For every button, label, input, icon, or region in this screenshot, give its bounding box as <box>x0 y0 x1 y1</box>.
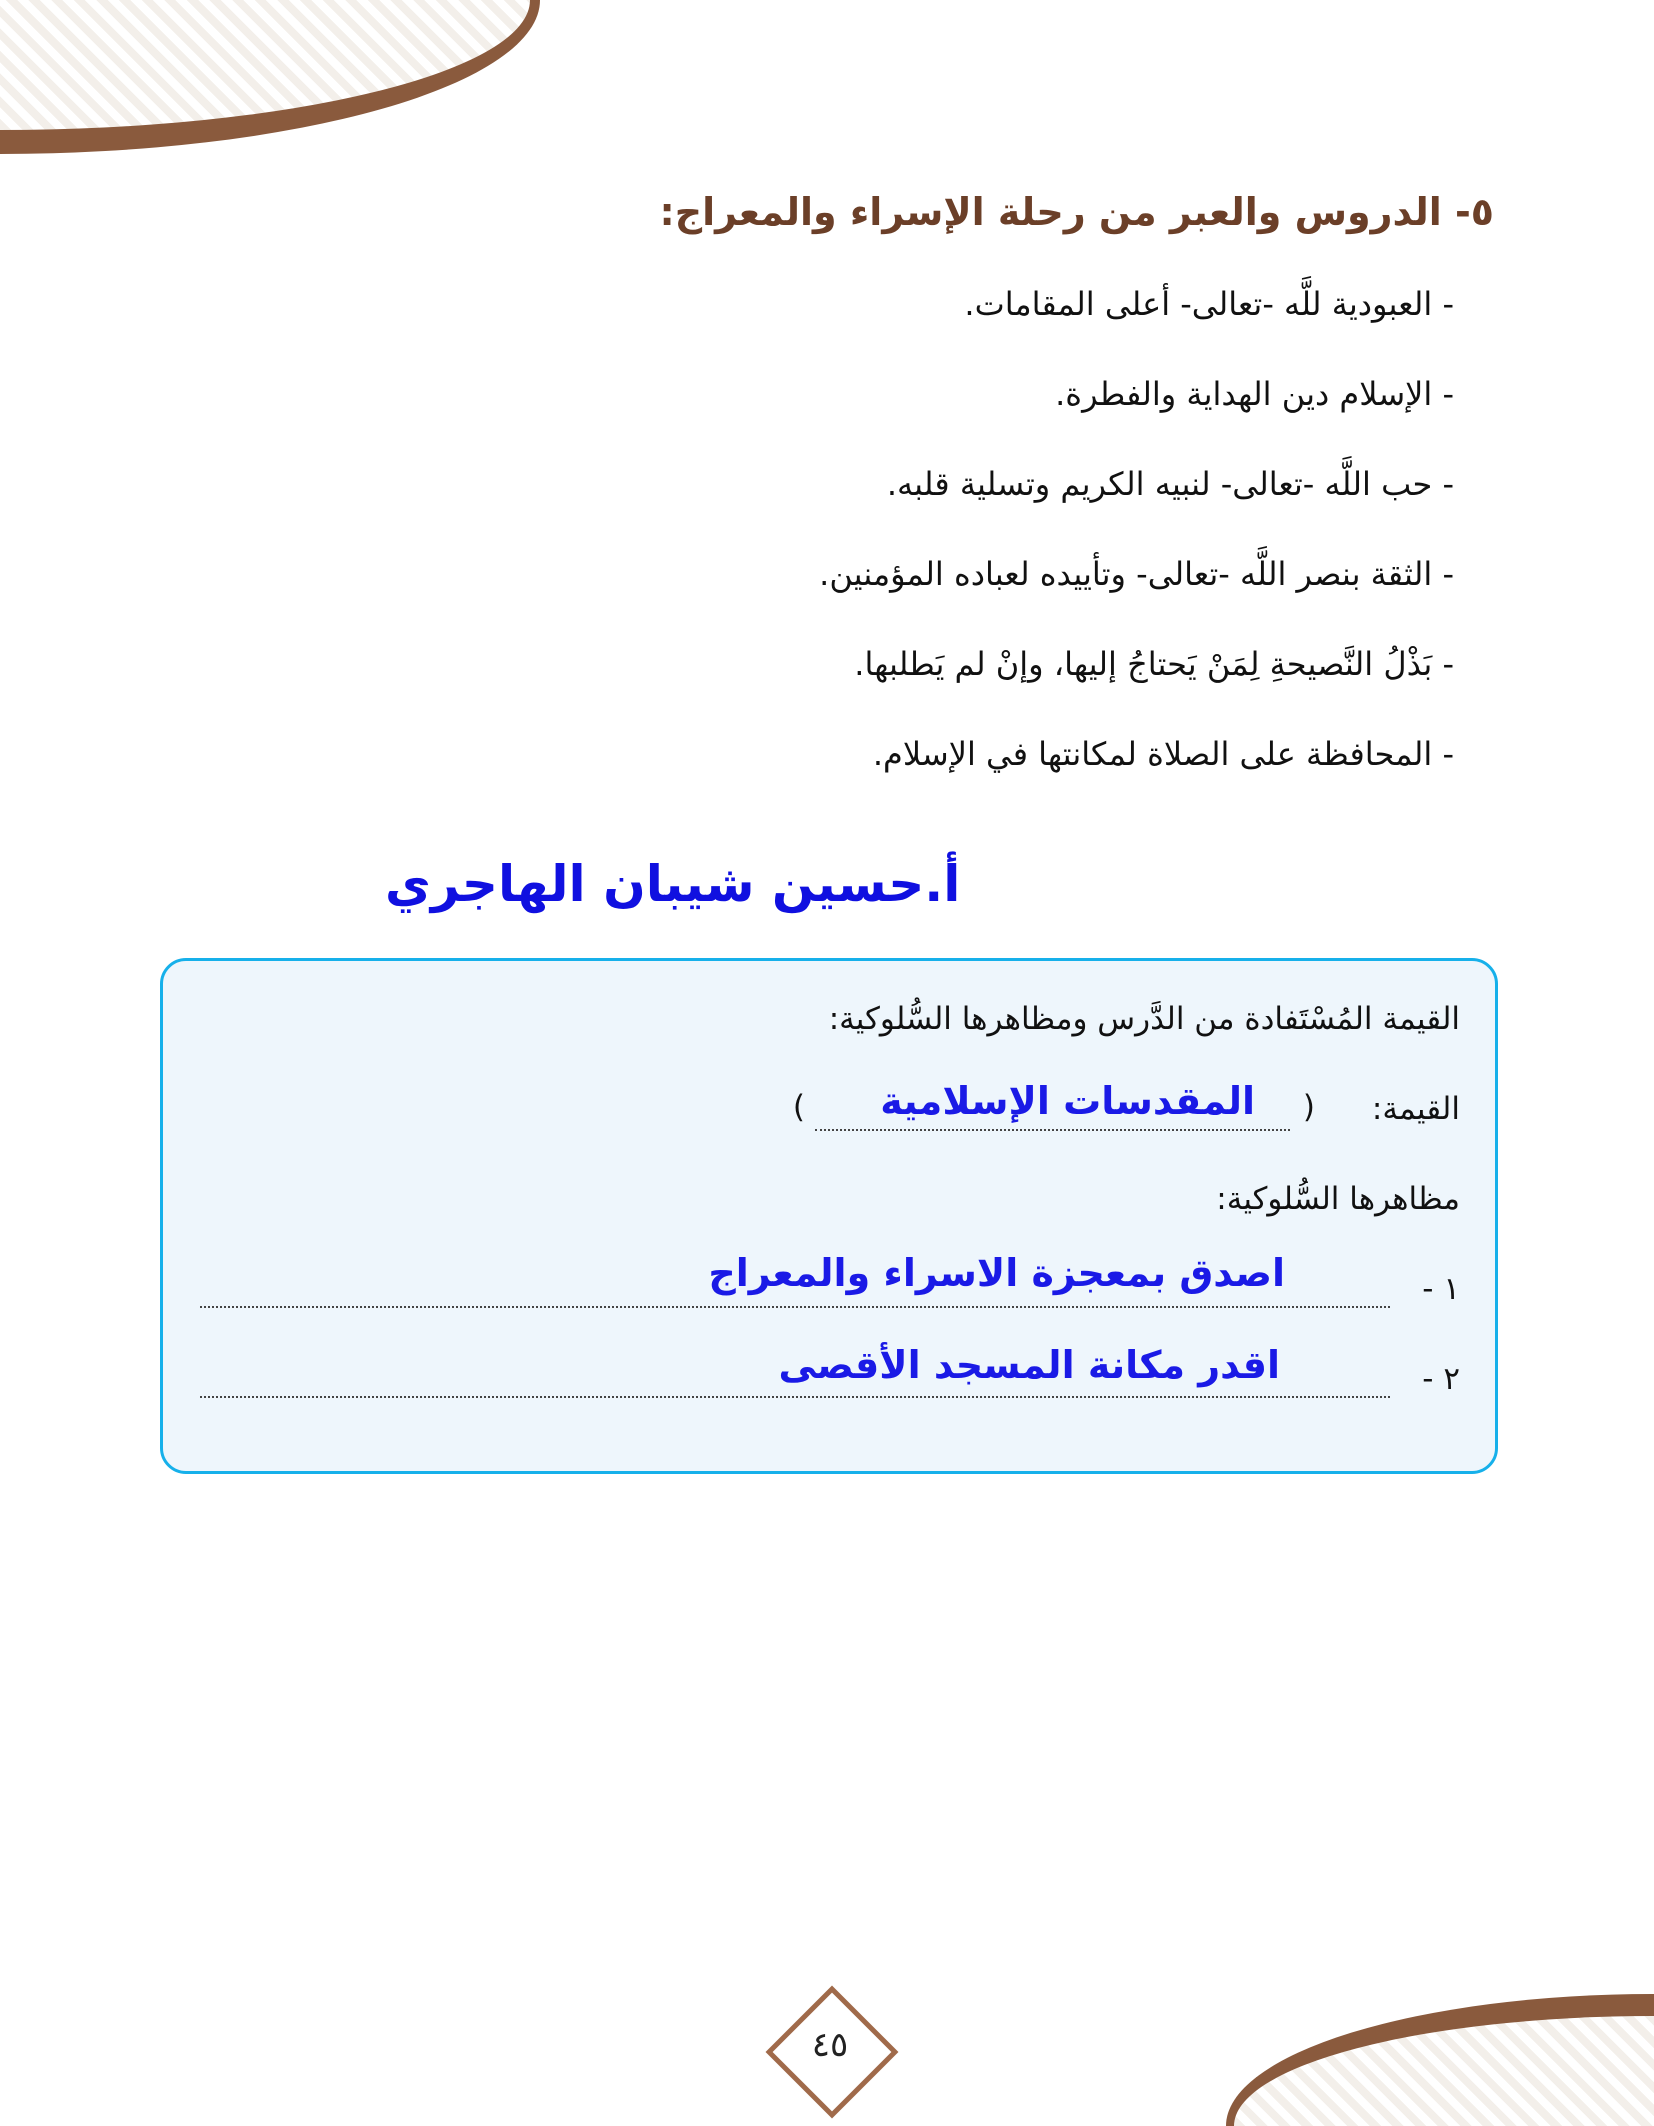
behavior-number: ١ - <box>1422 1271 1460 1307</box>
top-left-mosque-decoration <box>0 0 540 154</box>
page-number: ٤٥ <box>811 2025 849 2065</box>
author-name: أ.حسين شيبان الهاجري <box>385 855 961 913</box>
behavior-answer-line <box>200 1396 1390 1398</box>
behaviors-label: مظاهرها السُّلوكية: <box>1216 1181 1460 1217</box>
lesson-item: - بَذْلُ النَّصيحةِ لِمَنْ يَحتاجُ إليها، وإنْ لم يَطلبها. <box>854 645 1454 683</box>
lesson-item: - حب اللَّه -تعالى- لنبيه الكريم وتسلية قلبه. <box>886 465 1454 503</box>
value-label: القيمة: <box>1371 1091 1460 1127</box>
open-paren: ) <box>1302 1089 1315 1125</box>
behavior-number: ٢ - <box>1422 1361 1460 1397</box>
lesson-item: - الثقة بنصر اللَّه -تعالى- وتأييده لعباده المؤمنين. <box>819 555 1454 593</box>
close-paren: ( <box>792 1089 805 1125</box>
value-box-title: القيمة المُسْتَفادة من الدَّرس ومظاهرها السُّلوكية: <box>828 1001 1460 1037</box>
lesson-item: - الإسلام دين الهداية والفطرة. <box>1055 375 1454 413</box>
behavior-answer[interactable]: اصدق بمعجزة الاسراء والمعراج <box>708 1251 1285 1295</box>
behavior-answer[interactable]: اقدر مكانة المسجد الأقصى <box>778 1343 1280 1387</box>
lesson-item: - المحافظة على الصلاة لمكانتها في الإسلام. <box>872 735 1454 773</box>
lesson-item: - العبودية للَّه -تعالى- أعلى المقامات. <box>964 285 1454 323</box>
value-answer-line <box>815 1129 1290 1131</box>
section-heading: ٥- الدروس والعبر من رحلة الإسراء والمعراج: <box>659 190 1494 234</box>
value-answer[interactable]: المقدسات الإسلامية <box>880 1079 1255 1123</box>
value-box <box>160 958 1498 1474</box>
behavior-answer-line <box>200 1306 1390 1308</box>
bottom-right-mosque-decoration <box>1226 1994 1654 2126</box>
